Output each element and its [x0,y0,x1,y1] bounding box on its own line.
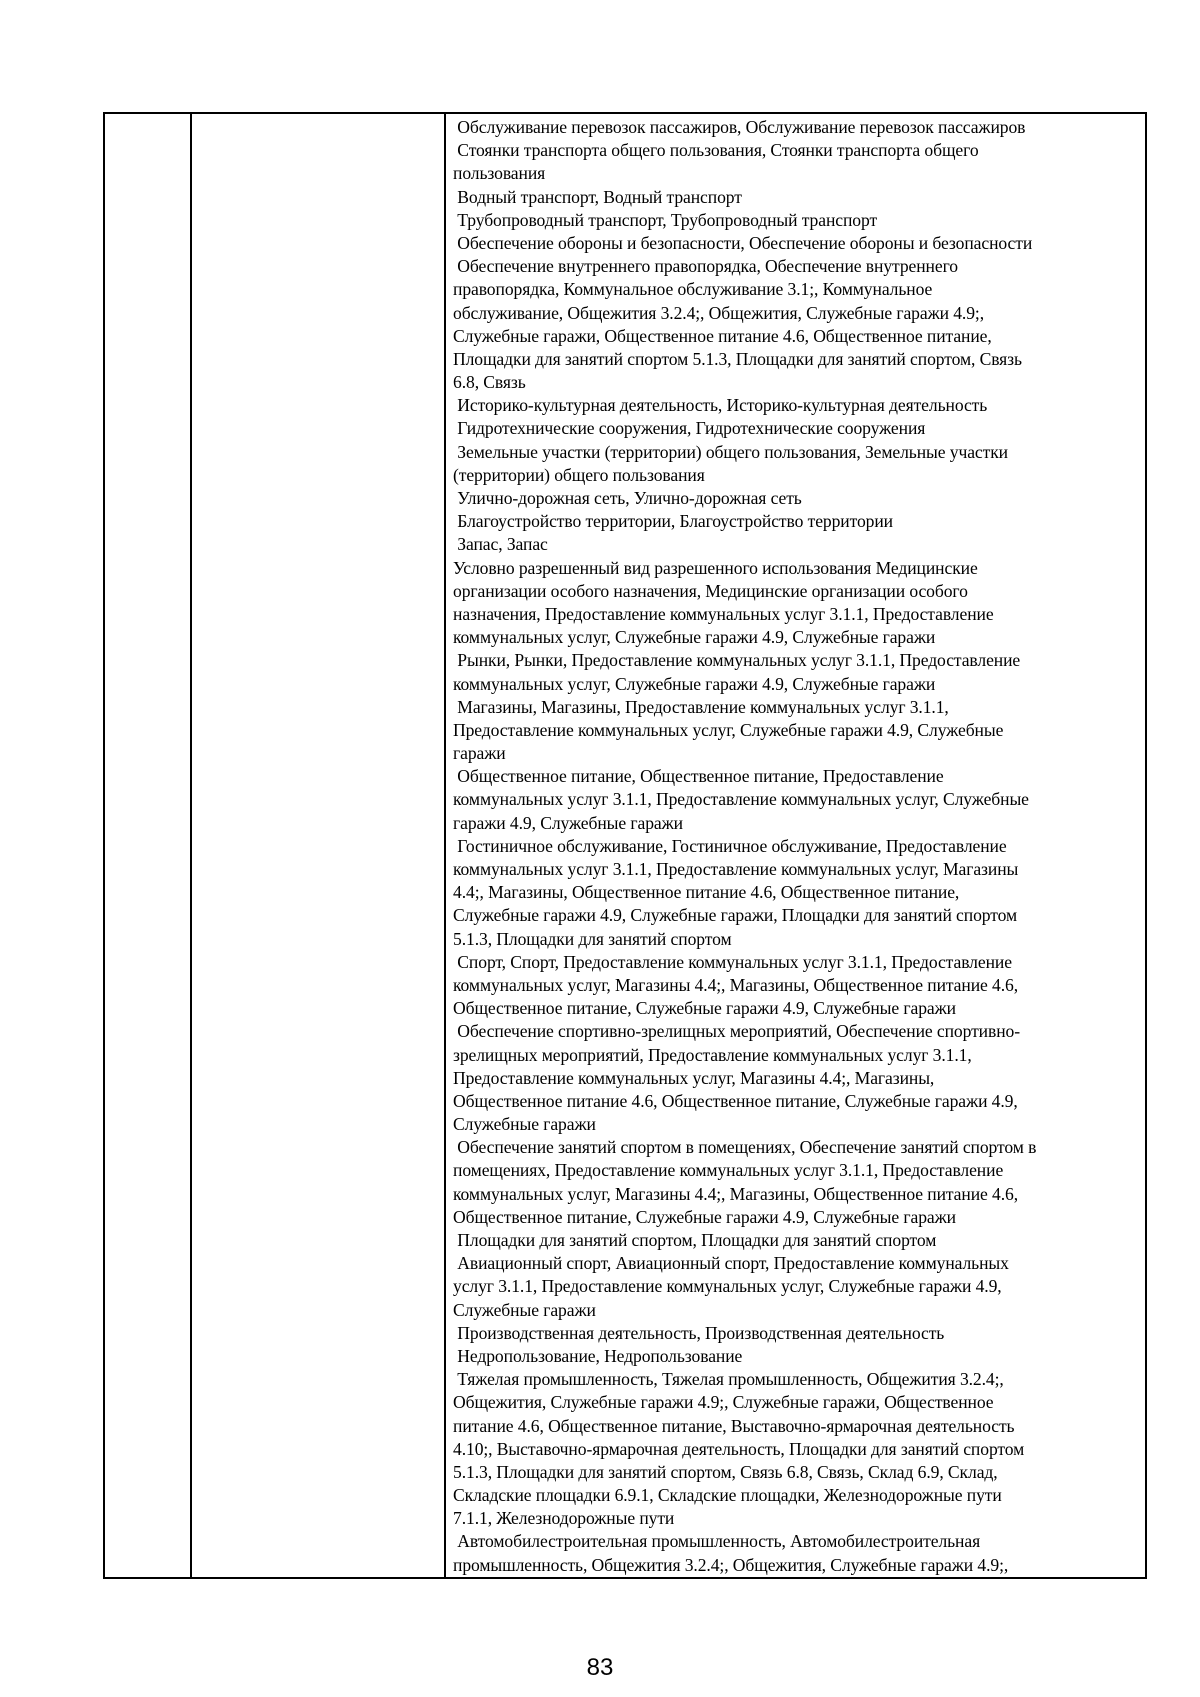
text-line: Служебные гаражи [453,1299,596,1320]
column-divider-2 [444,114,446,1577]
text-line: коммунальных услуг, Магазины 4.4;, Магазины, Общественное питание 4.6, [453,1183,1019,1204]
text-line: помещениях, Предоставление коммунальных услуг 3.1.1, Предоставление [453,1160,1004,1181]
text-line: коммунальных услуг 3.1.1, Предоставление коммунальных услуг, Служебные [453,789,1029,810]
text-line: Служебные гаражи [453,1114,596,1135]
text-line: Магазины, Магазины, Предоставление коммунальных услуг 3.1.1, [453,696,949,717]
text-line: Запас, Запас [453,534,548,555]
text-line: промышленность, Общежития 3.2.4;, Общежития, Служебные гаражи 4.9;, [453,1554,1009,1575]
column-divider-1 [190,114,192,1577]
text-line: Стоянки транспорта общего пользования, Стоянки транспорта общего [453,140,979,161]
text-line: Предоставление коммунальных услуг, Магазины 4.4;, Магазины, [453,1067,935,1088]
text-line: услуг 3.1.1, Предоставление коммунальных услуг, Служебные гаражи 4.9, [453,1276,1002,1297]
text-line: Общественное питание, Общественное питание, Предоставление [453,766,944,787]
page-number: 83 [586,1654,614,1681]
text-line: Историко-культурная деятельность, Историко-культурная деятельность [453,395,988,416]
text-line: Улично-дорожная сеть, Улично-дорожная сеть [453,488,802,508]
text-line: пользования [453,163,546,184]
text-line: Предоставление коммунальных услуг, Служебные гаражи 4.9, Служебные [453,719,1004,740]
text-line: коммунальных услуг, Служебные гаражи 4.9, Служебные гаражи [453,627,936,648]
text-line: Условно разрешенный вид разрешенного использования Медицинские [453,557,978,578]
text-line: назначения, Предоставление коммунальных услуг 3.1.1, Предоставление [453,603,994,624]
text-line: Производственная деятельность, Производственная деятельность [453,1322,945,1343]
text-line: 5.1.3, Площадки для занятий спортом [453,928,732,949]
text-line: зрелищных мероприятий, Предоставление коммунальных услуг 3.1.1, [453,1044,972,1065]
text-line: гаражи 4.9, Служебные гаражи [453,812,683,833]
permitted-use-text-cell [453,116,1143,1577]
text-line: Обеспечение спортивно-зрелищных мероприятий, Обеспечение спортивно- [453,1021,1020,1042]
text-line: Служебные гаражи, Общественное питание 4.6, Общественное питание, [453,325,992,346]
text-line: Гидротехнические сооружения, Гидротехнические сооружения [453,418,926,439]
text-line: 4.4;, Магазины, Общественное питание 4.6, Общественное питание, [453,882,960,903]
text-line: Водный транспорт, Водный транспорт [453,186,742,207]
text-line: Обеспечение внутреннего правопорядка, Обеспечение внутреннего [453,256,958,277]
text-line: Трубопроводный транспорт, Трубопроводный транспорт [453,209,878,230]
text-line: Спорт, Спорт, Предоставление коммунальных услуг 3.1.1, Предоставление [453,951,1012,972]
text-line: Обслуживание перевозок пассажиров, Обслуживание перевозок пассажиров [453,117,1026,137]
text-line: Тяжелая промышленность, Тяжелая промышленность, Общежития 3.2.4;, [453,1369,1004,1390]
document-table [103,112,1147,1579]
text-line: Земельные участки (территории) общего пользования, Земельные участки [453,441,1008,462]
text-line: Гостиничное обслуживание, Гостиничное обслуживание, Предоставление [453,835,1007,856]
text-line: Благоустройство территории, Благоустройство территории [453,511,893,532]
text-line: 6.8, Связь [453,372,526,393]
text-line: 5.1.3, Площадки для занятий спортом, Связь 6.8, Связь, Склад 6.9, Склад, [453,1461,998,1482]
text-line: коммунальных услуг, Магазины 4.4;, Магазины, Общественное питание 4.6, [453,974,1019,995]
text-line: Обеспечение обороны и безопасности, Обеспечение обороны и безопасности [453,232,1033,253]
text-line: Площадки для занятий спортом 5.1.3, Площадки для занятий спортом, Связь [453,348,1022,369]
text-line: Обеспечение занятий спортом в помещениях, Обеспечение занятий спортом в [453,1137,1037,1158]
text-line: коммунальных услуг, Служебные гаражи 4.9, Служебные гаражи [453,673,936,694]
text-line: питание 4.6, Общественное питание, Выставочно-ярмарочная деятельность [453,1415,1015,1436]
text-line: правопорядка, Коммунальное обслуживание 3.1;, Коммунальное [453,279,933,300]
text-line: Служебные гаражи 4.9, Служебные гаражи, Площадки для занятий спортом [453,905,1018,926]
text-line: 7.1.1, Железнодорожные пути [453,1508,675,1529]
text-line: Общественное питание, Служебные гаражи 4.9, Служебные гаражи [453,1206,956,1227]
text-line: гаражи [453,743,506,764]
text-line: Общественное питание 4.6, Общественное питание, Служебные гаражи 4.9, [453,1090,1018,1111]
text-line: Недропользование, Недропользование [453,1345,743,1366]
text-line: Рынки, Рынки, Предоставление коммунальных услуг 3.1.1, Предоставление [453,650,1021,671]
text-line: Автомобилестроительная промышленность, Автомобилестроительная [453,1531,981,1552]
text-line: организации особого назначения, Медицинские организации особого [453,580,968,601]
text-line: Общежития, Служебные гаражи 4.9;, Служебные гаражи, Общественное [453,1392,994,1413]
text-line: Складские площадки 6.9.1, Складские площадки, Железнодорожные пути [453,1485,1002,1506]
text-line: Общественное питание, Служебные гаражи 4.9, Служебные гаражи [453,998,956,1019]
text-line: обслуживание, Общежития 3.2.4;, Общежития, Служебные гаражи 4.9;, [453,302,985,323]
text-line: Площадки для занятий спортом, Площадки для занятий спортом [453,1230,937,1250]
text-line: (территории) общего пользования [453,464,705,485]
text-line: Авиационный спорт, Авиационный спорт, Предоставление коммунальных [453,1253,1009,1274]
text-line: 4.10;, Выставочно-ярмарочная деятельность, Площадки для занятий спортом [453,1438,1025,1459]
text-line: коммунальных услуг 3.1.1, Предоставление коммунальных услуг, Магазины [453,859,1019,879]
